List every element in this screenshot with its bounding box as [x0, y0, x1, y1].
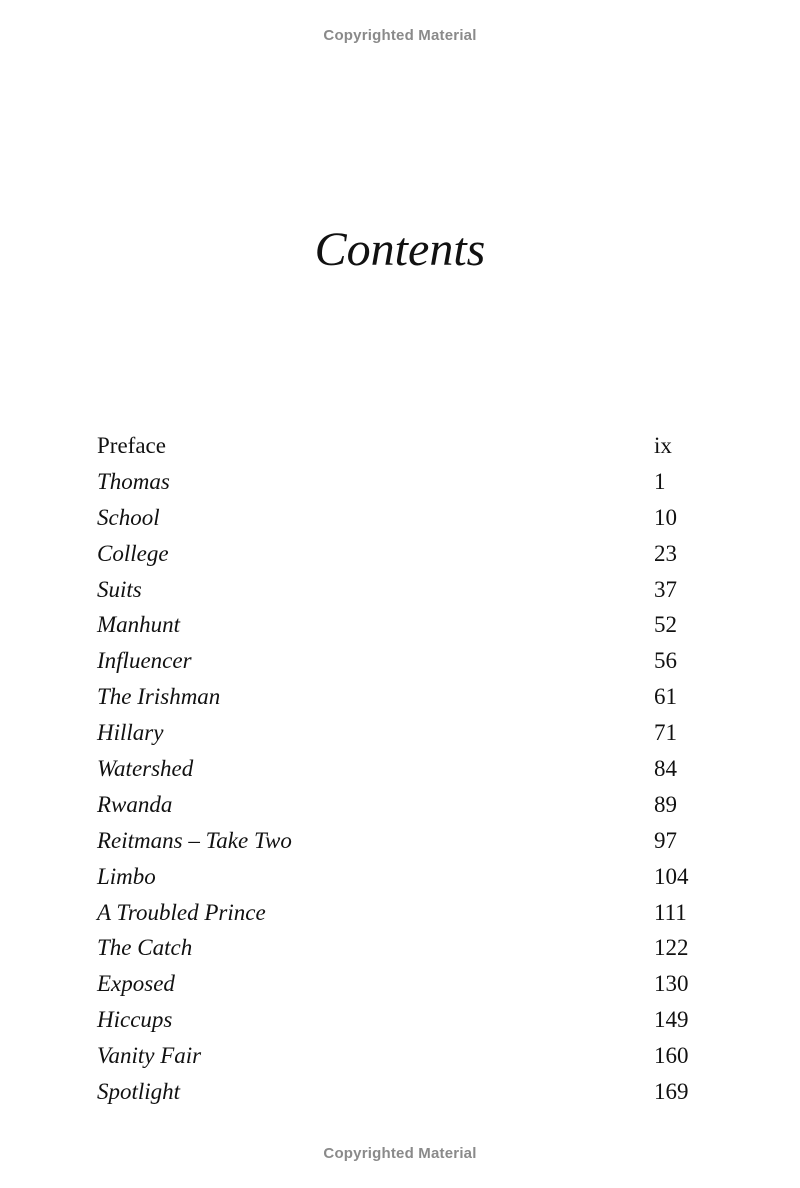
- page-title: Contents: [314, 223, 486, 276]
- toc-entry: [97, 966, 717, 1002]
- toc-entry-title: Influencer: [97, 648, 192, 674]
- toc-entry: [97, 715, 717, 751]
- toc-entry-page: 10: [654, 504, 677, 530]
- toc-entry-page: 160: [654, 1043, 689, 1069]
- toc-entry-title: A Troubled Prince: [97, 899, 266, 925]
- copyright-watermark-bottom: Copyrighted Material: [323, 1145, 477, 1162]
- toc-entry: [97, 500, 717, 536]
- toc-entry-title: Manhunt: [97, 612, 181, 638]
- toc-entry-page: 61: [654, 684, 677, 710]
- toc-entry-title: Exposed: [97, 971, 175, 997]
- toc-entry-page: 56: [654, 648, 677, 674]
- toc-entry-title: Spotlight: [97, 1078, 181, 1104]
- toc-entry-page: ix: [654, 432, 672, 458]
- toc-entry-title: School: [97, 504, 160, 530]
- toc-entry-title: The Irishman: [97, 684, 221, 710]
- toc-entry-page: 149: [654, 1007, 689, 1033]
- toc-entry: [97, 572, 717, 608]
- toc-entry: [97, 607, 717, 643]
- toc-entry: [97, 679, 717, 715]
- toc-entry-page: 111: [654, 899, 687, 925]
- toc-entry-page: 97: [654, 827, 677, 853]
- toc-entry-title: Reitmans – Take Two: [97, 827, 292, 853]
- toc-entry-page: 130: [654, 971, 689, 997]
- toc-entry-page: 1: [654, 468, 666, 494]
- toc-entry-title: Suits: [97, 576, 142, 602]
- toc-entry-title: Watershed: [97, 755, 194, 781]
- toc-entry-title: College: [97, 540, 169, 566]
- toc-entry-title: Hiccups: [97, 1007, 173, 1033]
- toc-entry-title: Hillary: [97, 720, 164, 746]
- toc-entry: [97, 464, 717, 500]
- toc-entry: [97, 859, 717, 895]
- toc-entry: [97, 1074, 717, 1110]
- toc-entry-page: 23: [654, 540, 677, 566]
- toc-entry: [97, 895, 717, 931]
- toc-entry-title: The Catch: [97, 935, 193, 961]
- toc-entry-title: Limbo: [97, 863, 156, 889]
- toc-entry: [97, 536, 717, 572]
- toc-entry-page: 52: [654, 612, 677, 638]
- toc-entry: [97, 930, 717, 966]
- toc-entry-page: 89: [654, 791, 677, 817]
- toc-entry-title: Preface: [97, 432, 166, 458]
- toc-entry-page: 169: [654, 1078, 689, 1104]
- toc-entry: [97, 643, 717, 679]
- toc-entry-title: Thomas: [97, 468, 170, 494]
- toc-entry-page: 71: [654, 720, 677, 746]
- toc-entry-page: 84: [654, 755, 677, 781]
- toc-entry-preface: [97, 428, 717, 464]
- toc-entry-page: 104: [654, 863, 689, 889]
- toc-entry-title: Rwanda: [97, 791, 173, 817]
- toc-entry-page: 37: [654, 576, 677, 602]
- table-of-contents: [97, 428, 717, 1110]
- toc-entry-title: Vanity Fair: [97, 1043, 202, 1069]
- toc-entry: [97, 823, 717, 859]
- toc-entry: [97, 1038, 717, 1074]
- toc-entry: [97, 1002, 717, 1038]
- toc-entry: [97, 751, 717, 787]
- copyright-watermark-top: Copyrighted Material: [323, 27, 477, 44]
- toc-entry: [97, 787, 717, 823]
- toc-entry-page: 122: [654, 935, 689, 961]
